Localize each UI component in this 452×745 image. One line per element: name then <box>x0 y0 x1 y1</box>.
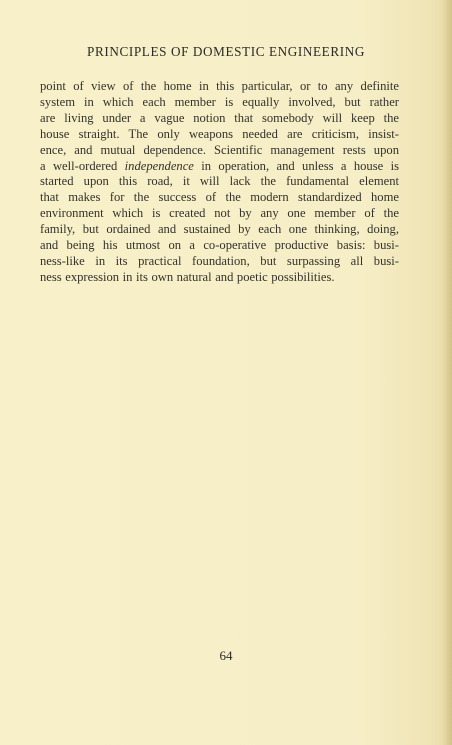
text-line: ness expression in its own natural and poetic possibilities. <box>40 269 335 284</box>
text-line: system in which each member is equally involved, but rather <box>40 94 399 109</box>
text-line: point of view of the home in this particular, or to any definite <box>40 79 399 93</box>
text-line: that makes for the success of the modern standardized home <box>40 190 399 205</box>
text-line: ence, and mutual dependence. Scientific management rests upon <box>40 142 399 157</box>
running-head: PRINCIPLES OF DOMESTIC ENGINEERING <box>87 44 365 59</box>
page-edge-shadow <box>442 0 452 745</box>
text-line: started upon this road, it will lack the fundamental element <box>40 174 399 189</box>
text-line: house straight. The only weapons needed are criticism, insist- <box>40 126 399 141</box>
page-number: 64 <box>219 648 233 663</box>
text-line: environment which is created not by any one member of the <box>40 206 399 221</box>
text-line: are living under a vague notion that somebody will keep the <box>40 110 399 125</box>
text-line: a well-ordered independence in operation, and unless a house is <box>40 158 399 173</box>
body-paragraph <box>40 79 399 286</box>
text-line: ness-like in its practical foundation, but surpassing all busi- <box>40 253 399 268</box>
emphasized-word: independence <box>124 158 194 173</box>
text-line: family, but ordained and sustained by each one thinking, doing, <box>40 222 399 237</box>
text-line: and being his utmost on a co-operative productive basis: busi- <box>40 238 399 253</box>
